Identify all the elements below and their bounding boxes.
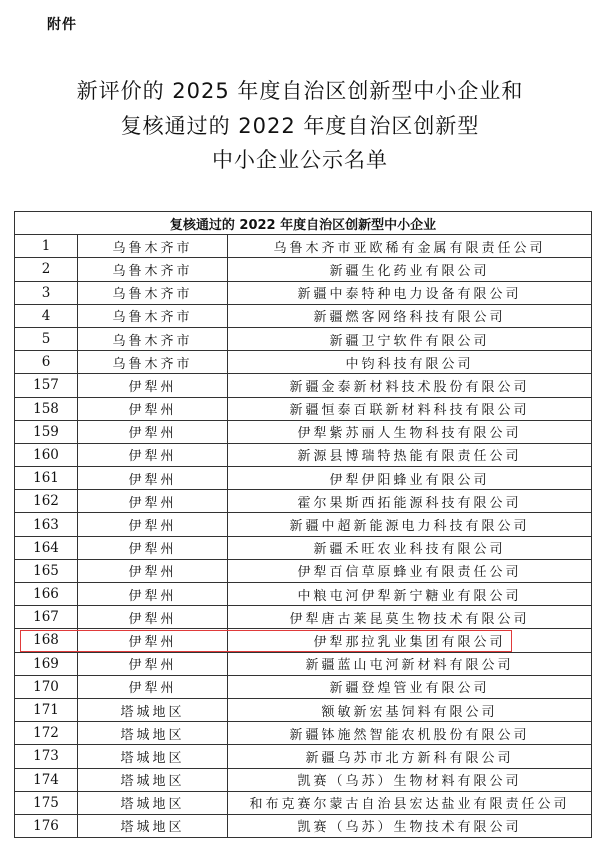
row-company: 新疆登煌管业有限公司 (228, 675, 592, 698)
row-number: 1 (15, 235, 78, 258)
row-number: 175 (15, 791, 78, 814)
table-body (15, 235, 592, 838)
row-city: 乌鲁木齐市 (78, 258, 228, 281)
row-number: 160 (15, 443, 78, 466)
row-company: 新疆卫宁软件有限公司 (228, 327, 592, 350)
row-company: 伊犁紫苏丽人生物科技有限公司 (228, 420, 592, 443)
row-city: 伊犁州 (78, 467, 228, 490)
table-row (15, 467, 592, 490)
row-company: 新疆燃客网络科技有限公司 (228, 304, 592, 327)
document-title (0, 74, 600, 178)
row-company: 凯赛（乌苏）生物技术有限公司 (228, 814, 592, 837)
row-number: 162 (15, 490, 78, 513)
table-row (15, 327, 592, 350)
row-number: 170 (15, 675, 78, 698)
table-row-highlighted (15, 629, 592, 652)
row-company: 乌鲁木齐市亚欧稀有金属有限责任公司 (228, 235, 592, 258)
table-row (15, 490, 592, 513)
row-number: 174 (15, 768, 78, 791)
row-number: 173 (15, 745, 78, 768)
row-city: 伊犁州 (78, 583, 228, 606)
row-number: 5 (15, 327, 78, 350)
table-row (15, 397, 592, 420)
row-company: 额敏新宏基饲料有限公司 (228, 698, 592, 721)
row-number: 2 (15, 258, 78, 281)
row-city: 乌鲁木齐市 (78, 304, 228, 327)
table-row (15, 745, 592, 768)
row-company: 新疆生化药业有限公司 (228, 258, 592, 281)
row-city: 伊犁州 (78, 652, 228, 675)
row-number: 165 (15, 559, 78, 582)
row-city: 伊犁州 (78, 420, 228, 443)
attachment-label: 附件 (47, 17, 77, 33)
row-number: 6 (15, 351, 78, 374)
row-city: 乌鲁木齐市 (78, 327, 228, 350)
row-number: 171 (15, 698, 78, 721)
row-number: 168 (15, 629, 78, 652)
row-city: 乌鲁木齐市 (78, 235, 228, 258)
table-row (15, 583, 592, 606)
table-header-row (15, 212, 592, 235)
row-city: 乌鲁木齐市 (78, 351, 228, 374)
row-city: 塔城地区 (78, 745, 228, 768)
row-city: 伊犁州 (78, 559, 228, 582)
row-city: 伊犁州 (78, 675, 228, 698)
row-company: 中粮屯河伊犁新宁糖业有限公司 (228, 583, 592, 606)
row-company: 新疆蓝山屯河新材料有限公司 (228, 652, 592, 675)
table-row (15, 606, 592, 629)
title-line-1: 新评价的 2025 年度自治区创新型中小企业和 (76, 79, 524, 103)
table-row (15, 304, 592, 327)
table-row (15, 652, 592, 675)
company-list-table (14, 211, 592, 838)
row-number: 164 (15, 536, 78, 559)
row-number: 169 (15, 652, 78, 675)
row-number: 176 (15, 814, 78, 837)
row-number: 3 (15, 281, 78, 304)
row-company: 新疆钵施然智能农机股份有限公司 (228, 722, 592, 745)
row-company: 新疆禾旺农业科技有限公司 (228, 536, 592, 559)
row-city: 塔城地区 (78, 768, 228, 791)
table-row (15, 235, 592, 258)
row-company: 伊犁伊阳蜂业有限公司 (228, 467, 592, 490)
row-company: 伊犁那拉乳业集团有限公司 (228, 629, 592, 652)
row-company: 新疆金泰新材料技术股份有限公司 (228, 374, 592, 397)
row-number: 4 (15, 304, 78, 327)
row-company: 中钧科技有限公司 (228, 351, 592, 374)
row-city: 伊犁州 (78, 536, 228, 559)
row-city: 伊犁州 (78, 397, 228, 420)
row-company: 新源县博瑞特热能有限责任公司 (228, 443, 592, 466)
title-line-2: 复核通过的 2022 年度自治区创新型 (120, 113, 480, 138)
row-city: 伊犁州 (78, 513, 228, 536)
row-number: 166 (15, 583, 78, 606)
row-number: 157 (15, 374, 78, 397)
row-number: 163 (15, 513, 78, 536)
table-row (15, 536, 592, 559)
row-number: 158 (15, 397, 78, 420)
table-row (15, 281, 592, 304)
table-row (15, 351, 592, 374)
row-city: 伊犁州 (78, 443, 228, 466)
table-row (15, 513, 592, 536)
row-company: 新疆中超新能源电力科技有限公司 (228, 513, 592, 536)
row-city: 塔城地区 (78, 722, 228, 745)
row-city: 伊犁州 (78, 374, 228, 397)
row-city: 塔城地区 (78, 791, 228, 814)
row-number: 161 (15, 467, 78, 490)
row-city: 乌鲁木齐市 (78, 281, 228, 304)
table-row (15, 698, 592, 721)
row-city: 伊犁州 (78, 629, 228, 652)
row-number: 159 (15, 420, 78, 443)
table-row (15, 420, 592, 443)
table-row (15, 258, 592, 281)
row-company: 凯赛（乌苏）生物材料有限公司 (228, 768, 592, 791)
table-row (15, 675, 592, 698)
row-city: 伊犁州 (78, 606, 228, 629)
row-city: 塔城地区 (78, 814, 228, 837)
table-header: 复核通过的 2022 年度自治区创新型中小企业 (15, 212, 592, 235)
row-company: 伊犁唐古莱昆莫生物技术有限公司 (228, 606, 592, 629)
row-company: 新疆恒泰百联新材料科技有限公司 (228, 397, 592, 420)
row-company: 霍尔果斯西拓能源科技有限公司 (228, 490, 592, 513)
row-city: 伊犁州 (78, 490, 228, 513)
row-number: 172 (15, 722, 78, 745)
row-city: 塔城地区 (78, 698, 228, 721)
row-company: 伊犁百信草原蜂业有限责任公司 (228, 559, 592, 582)
row-company: 和布克赛尔蒙古自治县宏达盐业有限责任公司 (228, 791, 592, 814)
table-row (15, 791, 592, 814)
row-company: 新疆中泰特种电力设备有限公司 (228, 281, 592, 304)
table-row (15, 814, 592, 837)
title-line-3: 中小企业公示名单 (212, 148, 388, 172)
row-number: 167 (15, 606, 78, 629)
table-row (15, 443, 592, 466)
table-row (15, 722, 592, 745)
table-row (15, 374, 592, 397)
row-company: 新疆乌苏市北方新科有限公司 (228, 745, 592, 768)
table-row (15, 768, 592, 791)
table-row (15, 559, 592, 582)
